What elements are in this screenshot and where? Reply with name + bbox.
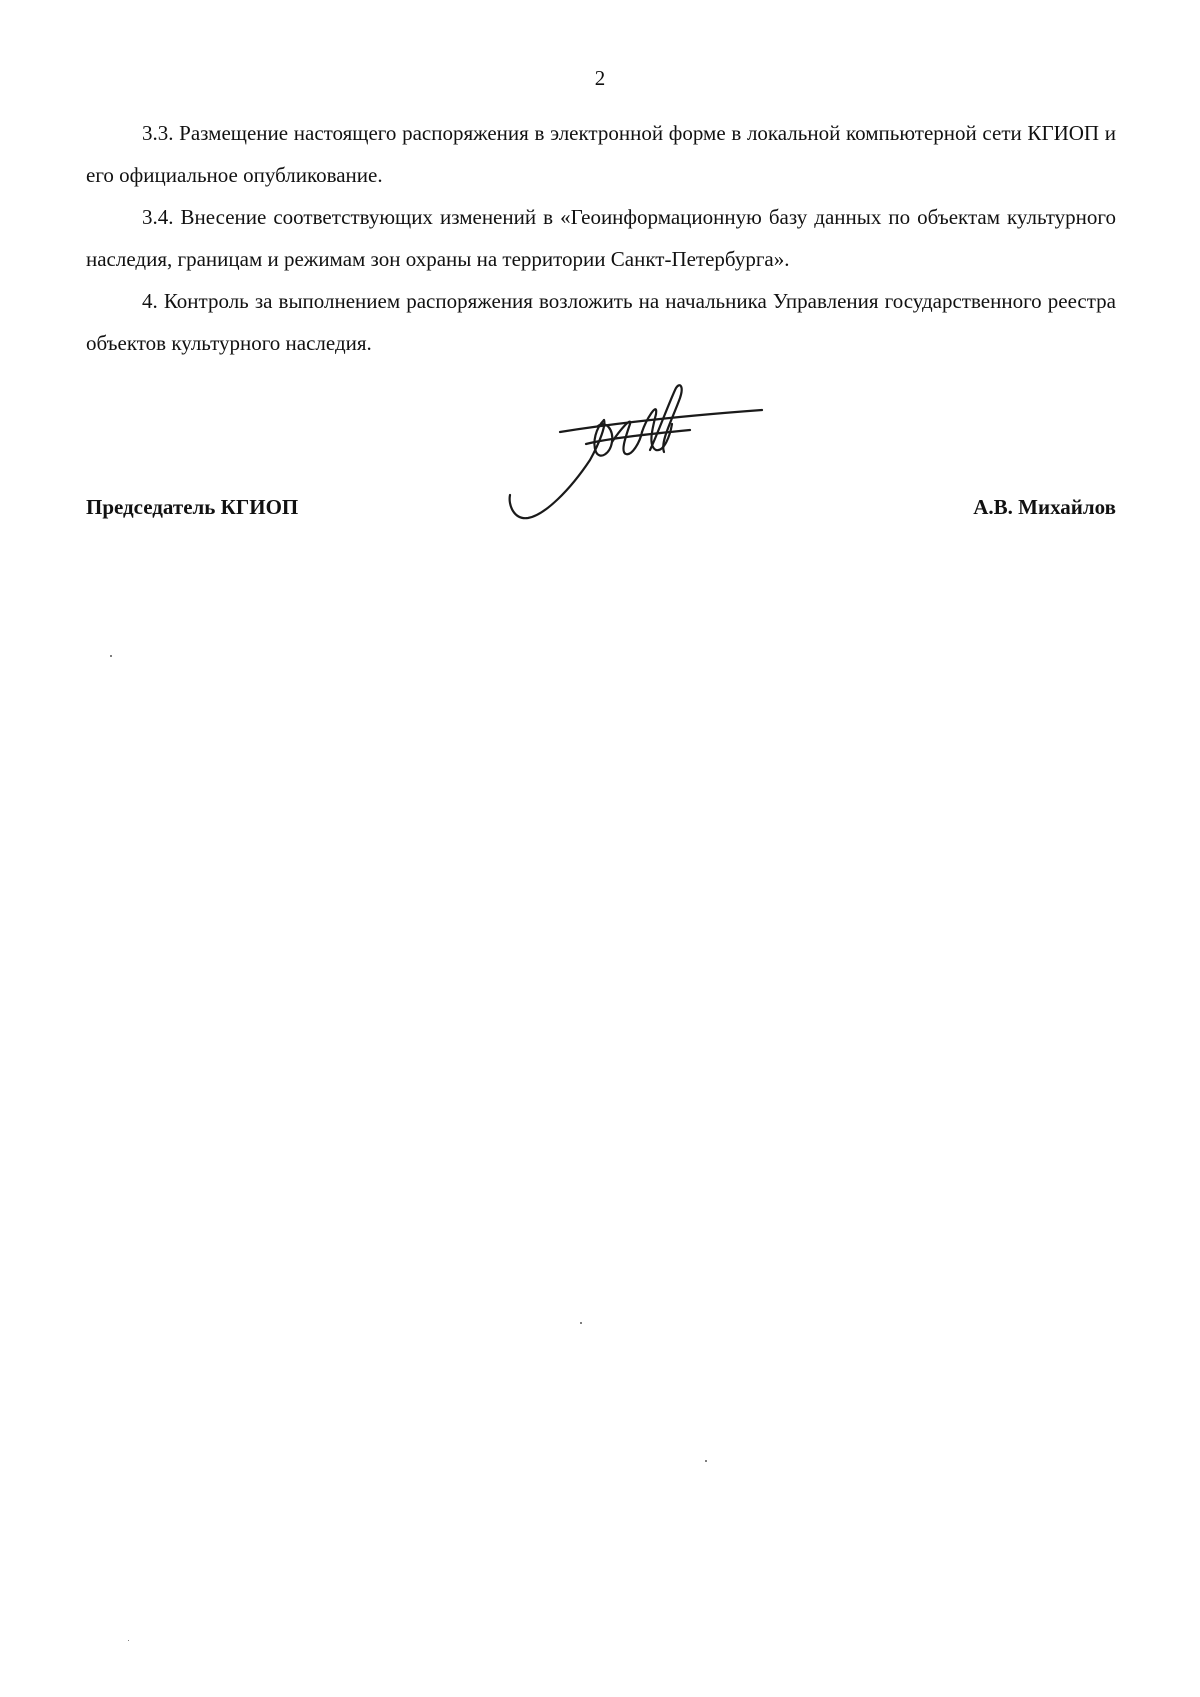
signature-block — [86, 495, 1116, 525]
scan-speck — [580, 1322, 582, 1324]
scan-speck — [705, 1460, 707, 1462]
signer-position: Председатель КГИОП — [86, 495, 299, 519]
paragraph-4: 4. Контроль за выполнением распоряжения возложить на начальника Управления государственного реестра объектов культурного наследия. — [86, 289, 1116, 355]
page-number: 2 — [594, 66, 606, 90]
signer-name: А.В. Михайлов — [973, 495, 1116, 519]
paragraph-3-3: 3.3. Размещение настоящего распоряжения в электронной форме в локальной компьютерной сети КГИОП и его официальное опубликование. — [86, 121, 1116, 187]
document-body — [86, 112, 1116, 364]
paragraph-3-4: 3.4. Внесение соответствующих изменений в «Геоинформационную базу данных по объектам культурного наследия, границам и режимам зон охраны на территории Санкт-Петербурга». — [86, 205, 1116, 271]
scan-speck — [128, 1640, 129, 1641]
scan-speck — [110, 655, 112, 657]
